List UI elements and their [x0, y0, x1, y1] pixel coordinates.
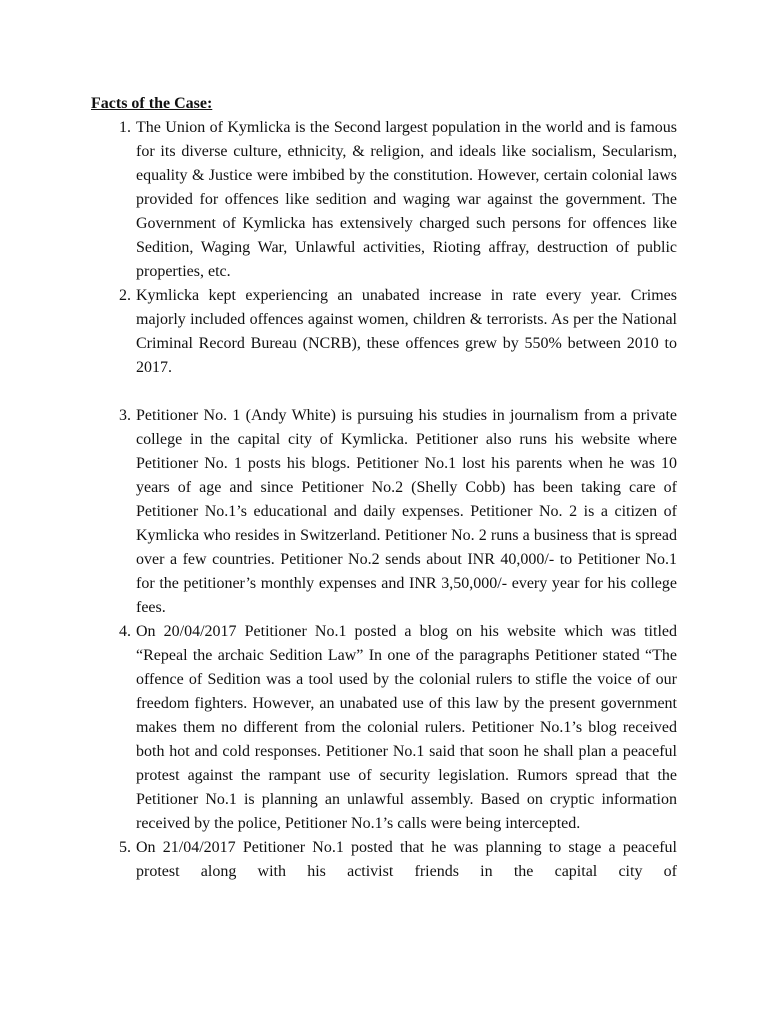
fact-number: 2. — [119, 287, 131, 304]
fact-number: 4. — [119, 623, 131, 640]
fact-text: Petitioner No. 1 (Andy White) is pursuing his studies in journalism from a private college in the capital city of Kymlicka. Petitioner also runs his website where Petitioner No. 1 posts his blogs. Petitioner No.1 lost his parents when he was 10 years of age and since Petitioner No.2 (Shelly Cobb) has been taking care of Petitioner No.1’s educational and daily expenses. Petitioner No. 2 is a citizen of Kymlicka who resides in Switzerland. Petitioner No. 2 runs a business that is spread over a few countries. Petitioner No.2 sends about INR 40,000/- to Petitioner No.1 for the petitioner’s monthly expenses and INR 3,50,000/- every year for his college fees. — [136, 407, 677, 616]
fact-item-5 — [119, 836, 677, 884]
fact-text: On 20/04/2017 Petitioner No.1 posted a blog on his website which was titled “Repeal the archaic Sedition Law” In one of the paragraphs Petitioner stated “The offence of Sedition was a tool used by the colonial rulers to stifle the voice of our freedom fighters. However, an unabated use of this law by the present government makes them no different from the colonial rulers. Petitioner No.1’s blog received both hot and cold responses. Petitioner No.1 said that soon he shall plan a peaceful protest against the rampant use of security legislation. Rumors spread that the Petitioner No.1 is planning an unlawful assembly. Based on cryptic information received by the police, Petitioner No.1’s calls were being intercepted. — [136, 623, 677, 832]
section-heading: Facts of the Case: — [91, 95, 213, 112]
fact-item-2 — [119, 284, 677, 380]
facts-list — [0, 116, 768, 884]
fact-item-4 — [119, 620, 677, 836]
fact-number: 3. — [119, 407, 131, 424]
fact-text: Kymlicka kept experiencing an unabated increase in rate every year. Crimes majorly included offences against women, children & terrorists. As per the National Criminal Record Bureau (NCRB), these offences grew by 550% between 2010 to 2017. — [136, 287, 677, 376]
fact-number: 5. — [119, 839, 131, 856]
fact-item-1 — [119, 116, 677, 284]
fact-text: The Union of Kymlicka is the Second largest population in the world and is famous for its diverse culture, ethnicity, & religion, and ideals like socialism, Secularism, equality & Justice were imbibed by the constitution. However, certain colonial laws provided for offences like sedition and waging war against the government. The Government of Kymlicka has extensively charged such persons for offences like Sedition, Waging War, Unlawful activities, Rioting affray, destruction of public properties, etc. — [136, 119, 677, 280]
fact-item-3 — [119, 404, 677, 620]
fact-text: On 21/04/2017 Petitioner No.1 posted that he was planning to stage a peaceful protest along with his activist friends in the capital city of — [136, 839, 677, 880]
fact-number: 1. — [119, 119, 131, 136]
